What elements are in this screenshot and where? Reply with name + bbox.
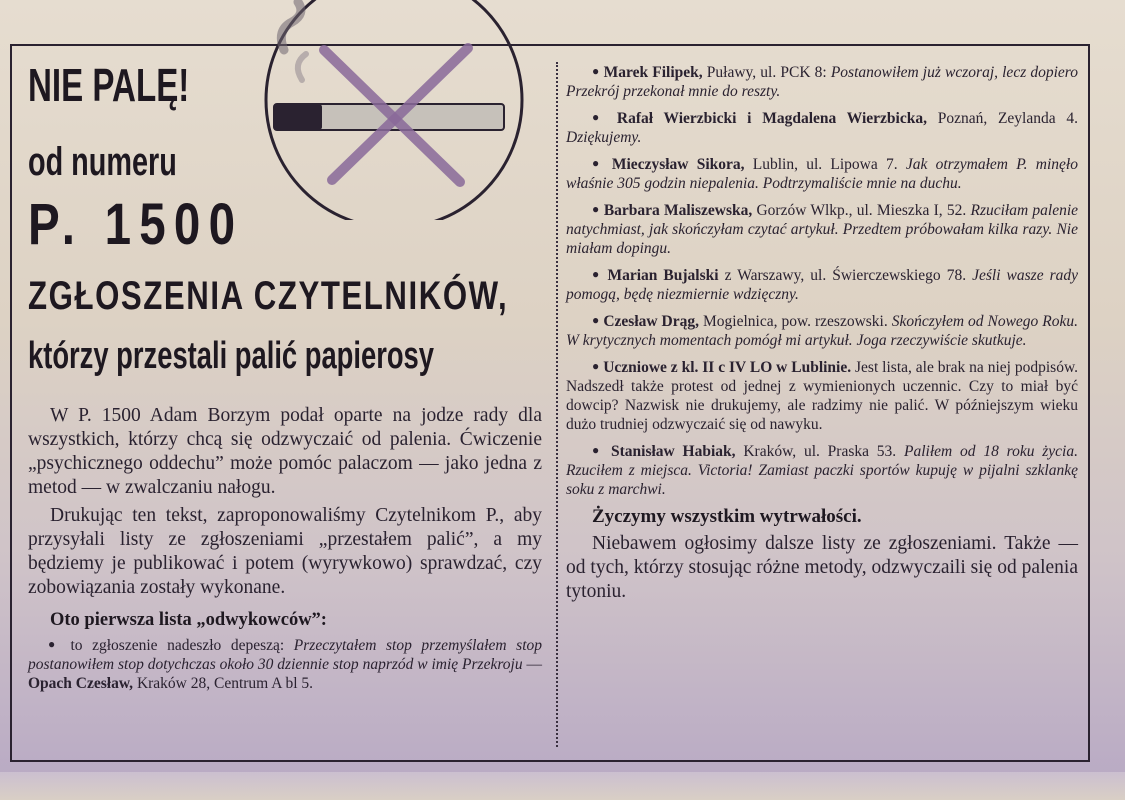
intro-paragraph-1: W P. 1500 Adam Borzym podał oparte na jodze rady dla wszystkich, którzy chcą się odzwyczaić od palenia. Ćwiczenie „psychicznego oddechu” może pomóc palaczom — jako jedna z metod — w zwalczaniu nałogu. xyxy=(28,405,542,498)
entry-name: Barbara Maliszewska, xyxy=(603,202,753,219)
headline-issue-number: P. 1500 xyxy=(28,192,244,257)
entry-address: Poznań, Zeylanda 4. xyxy=(926,110,1078,127)
crossed-cigarette-icon xyxy=(262,0,528,220)
entry-quote: Paliłem od 18 roku życia. Rzuciłem z miejsca. Victoria! Zamiast paczki sportów kupuję w pijalni szklankę soku z marchwi. xyxy=(566,443,1078,498)
bullet-icon: ● xyxy=(592,267,602,281)
intro-paragraph-2: Drukując ten tekst, zaproponowaliśmy Czytelnikom P., aby przysyłali listy ze zgłoszeniami „przestałem palić”, a my będziemy je publikować i potem (wyrywkowo) sprawdzać, czy zobowiązania zostały wykonane. xyxy=(28,505,542,598)
entry-address: z Warszawy, ul. Świerczewskiego 78. xyxy=(718,267,973,284)
entry-name: Marian Bujalski xyxy=(607,267,719,284)
bullet-icon: ● xyxy=(48,637,61,651)
entry-address: Jest lista, ale brak na niej podpisów. Nadszedł także protest od jednej z wymienionych uczennic. Czy to miał być dowcip? Nazwisk nie drukujemy, ale radzimy nie palić. W późniejszym wieku dużo trudniej odzwyczaić się od nawyku. xyxy=(566,359,1079,433)
bullet-icon: ● xyxy=(592,156,604,170)
list-item xyxy=(566,265,1078,304)
first-entry-pre: to zgłoszenie nadeszło depeszą: xyxy=(70,637,294,654)
next-article-scrap xyxy=(0,772,1125,800)
headline-od-numeru: od numeru xyxy=(28,140,177,184)
entry-quote: Jeśli wasze rady pomogą, będę niezmiernie wdzięczny. xyxy=(566,267,1079,303)
entry-address: Mogielnica, pow. rzeszowski. xyxy=(699,313,892,330)
entries-column xyxy=(566,62,1078,604)
list-item xyxy=(566,154,1078,193)
smoke-trail-small xyxy=(298,54,306,80)
entry-quote: Postanowiłem już wczoraj, lecz dopiero Przekrój przekonał mnie do reszty. xyxy=(566,64,1079,100)
list-item xyxy=(566,357,1078,434)
bullet-icon: ● xyxy=(592,110,607,124)
entry-address: Gorzów Wlkp., ul. Mieszka I, 52. xyxy=(752,202,971,219)
first-entry-address: Kraków 28, Centrum A bl 5. xyxy=(133,675,314,692)
entry-quote: Skończyłem od Nowego Roku. W krytycznych momentach pomógł mi artykuł. Joga rzeczywiście skutkuje. xyxy=(566,313,1078,349)
bullet-icon: ● xyxy=(592,359,600,373)
bullet-icon: ● xyxy=(592,64,600,78)
headline-nie-pale: NIE PALĘ! xyxy=(28,59,190,111)
list-item xyxy=(566,62,1078,101)
first-entry-name: Opach Czesław, xyxy=(28,675,134,692)
entry-address: Lublin, ul. Lipowa 7. xyxy=(744,156,906,173)
first-entry-quote: Przeczytałem stop przemyślałem stop postanowiłem stop dotychczas około 30 dziennie stop naprzód w imię Przekroju xyxy=(28,637,542,673)
entry-address: Puławy, ul. PCK 8: xyxy=(702,64,831,81)
entry-quote: Jak otrzymałem P. minęło właśnie 305 godzin niepalenia. Podtrzymaliście mnie na duchu. xyxy=(566,156,1078,192)
entry-name: Uczniowe z kl. II c IV LO w Lublinie. xyxy=(603,359,852,376)
entry-name: Mieczysław Sikora, xyxy=(611,156,745,173)
closing-paragraph: Niebawem ogłosimy dalsze listy ze zgłoszeniami. Także — od tych, którzy stosując różne metody, odzwyczaili się od palenia tytoniu. xyxy=(566,533,1078,602)
headline-subtitle: którzy przestali palić papierosy xyxy=(28,335,435,377)
entry-address: Kraków, ul. Praska 53. xyxy=(735,443,904,460)
column-divider xyxy=(556,62,558,747)
entry-name: Stanisław Habiak, xyxy=(611,443,736,460)
entry-quote: Rzuciłam palenie natychmiast, jak skończyłam czytać artykuł. Przedtem próbowałam kilka razy. Nie miałam dopingu. xyxy=(566,202,1079,257)
entry-name: Marek Filipek, xyxy=(603,64,703,81)
entry-quote: Dziękujemy. xyxy=(566,129,642,146)
list-item xyxy=(566,441,1078,499)
headline-readers-submissions: ZGŁOSZENIA CZYTELNIKÓW, xyxy=(28,274,509,318)
list-item xyxy=(566,108,1078,147)
first-entry-dash: — xyxy=(522,656,542,673)
first-entry xyxy=(28,635,542,693)
entry-name: Rafał Wierzbicki i Magdalena Wierzbicka, xyxy=(616,110,927,127)
bullet-icon: ● xyxy=(592,202,600,216)
cigarette-tip xyxy=(274,104,322,130)
list-item xyxy=(566,200,1078,258)
intro-column xyxy=(28,404,542,693)
bullet-icon: ● xyxy=(592,443,604,457)
closing-heading: Życzymy wszystkim wytrwałości. xyxy=(592,506,862,527)
list-heading: Oto pierwsza lista „odwykowców”: xyxy=(50,610,327,630)
entry-name: Czesław Drąg, xyxy=(603,313,700,330)
bullet-icon: ● xyxy=(592,313,600,327)
list-item xyxy=(566,311,1078,350)
smoke-trail xyxy=(281,2,301,50)
